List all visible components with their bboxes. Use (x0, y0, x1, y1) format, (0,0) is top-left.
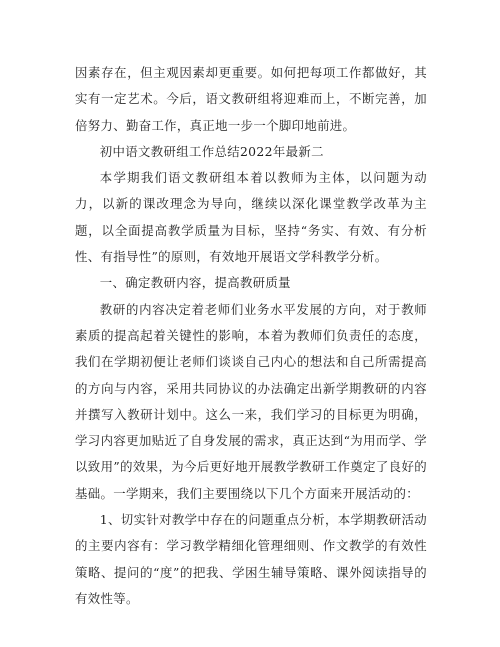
paragraph-body: 教研的内容决定着老师们业务水平发展的方向，对于教师素质的提高起着关键性的影响，本着为教师们负责任的态度，我们在学期初便让老师们谈谈自己内心的想法和自己所需提高的方向与内容，采用共同协议的办法确定出新学期教研的内容并撰写入教研计划中。这么一来，我们学习的目标更为明确，学习内容更加贴近了自身发展的需求，真正达到“为用而学、学以致用”的效果，为今后更好地开展教学教研工作奠定了良好的基础。一学期来，我们主要围绕以下几个方面来开展活动的： (75, 301, 427, 501)
document-body (75, 60, 427, 612)
paragraph-item-1: 1、切实针对教学中存在的问题重点分析，本学期教研活动的主要内容有：学习教学精细化管理细则、作文教学的有效性策略、提问的“度”的把我、学困生辅导策略、课外阅读指导的有效性等。 (75, 512, 427, 606)
paragraph-intro: 本学期我们语文教研组本着以教师为主体，以问题为动力，以新的课改理念为导向，继续以深化课堂教学改革为主题，以全面提高教学质量为目标，坚持“务实、有效、有分析性、有指导性”的原则，有效地开展语文学科教学分析。 (75, 170, 427, 265)
paragraph-continuation: 因素存在，但主观因素却更重要。如何把每项工作都做好，其实有一定艺术。今后，语文教研组将迎难而上，不断完善，加倍努力、勤奋工作，真正地一步一个脚印地前进。 (75, 65, 427, 133)
section-title: 初中语文教研组工作总结2022年最新二 (99, 143, 324, 159)
section-heading: 一、确定教研内容，提高教研质量 (99, 275, 291, 291)
